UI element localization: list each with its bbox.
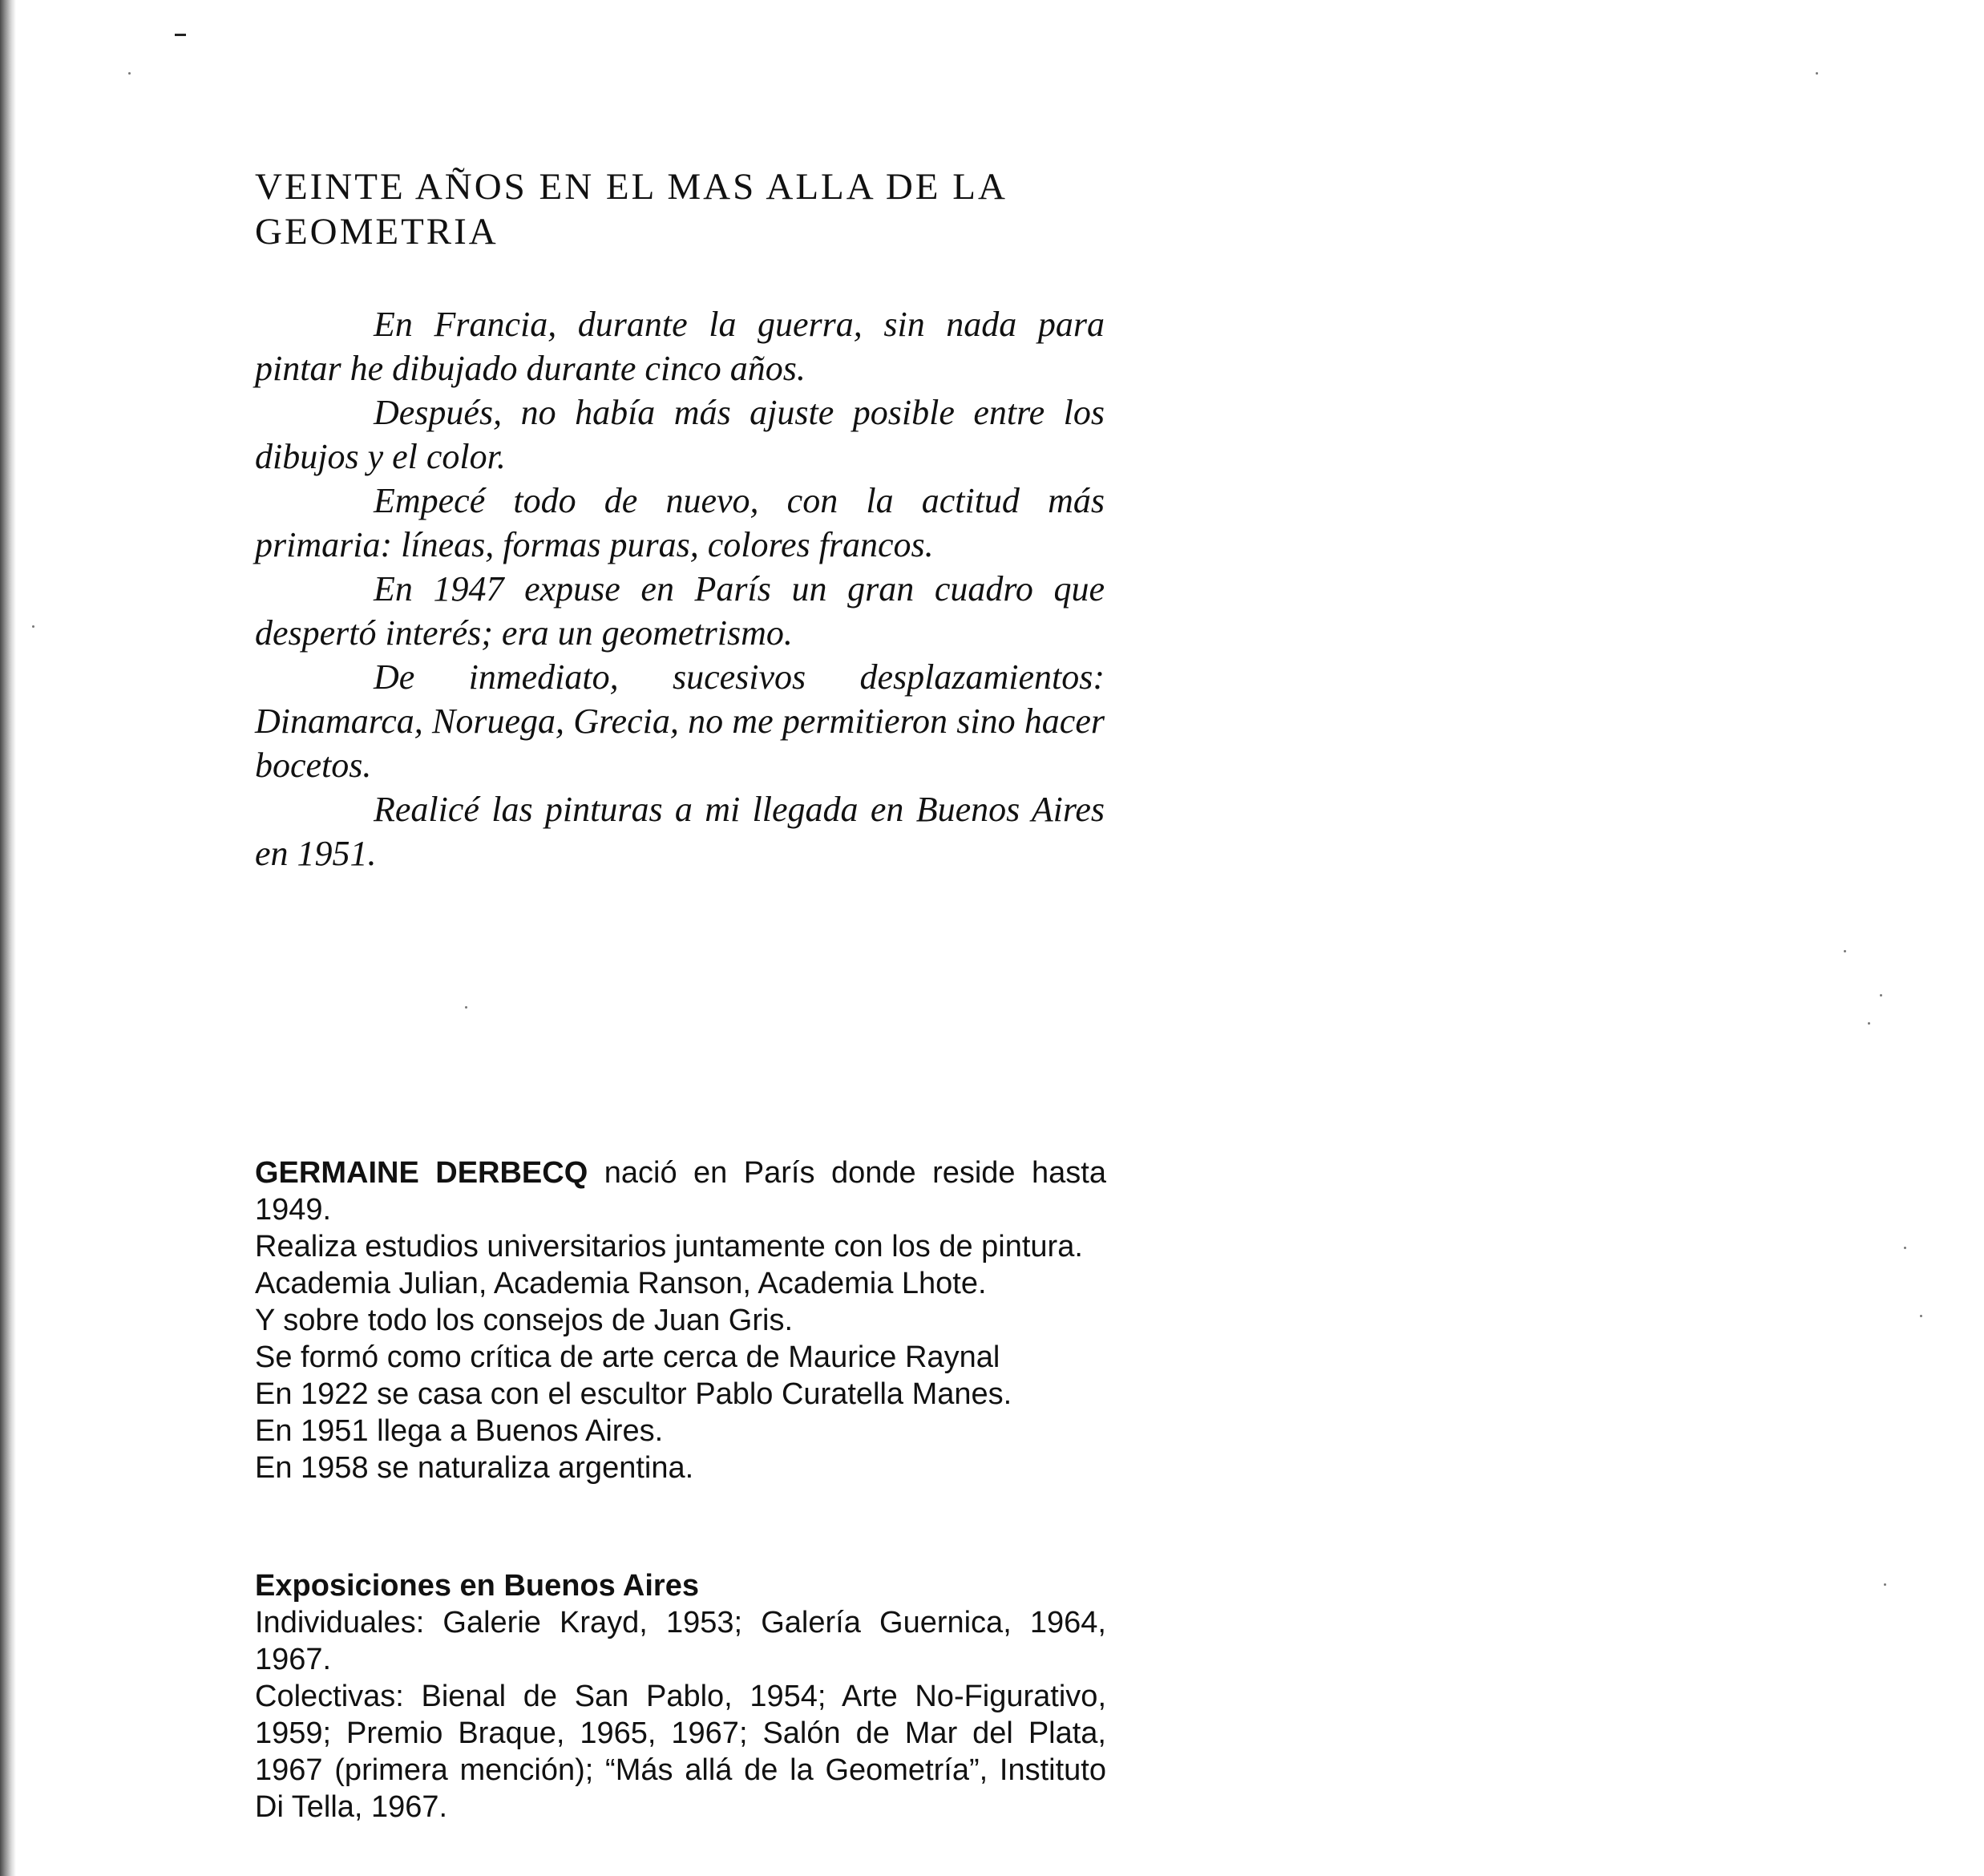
title-line-1: VEINTE AÑOS EN EL MAS ALLA DE LA (255, 166, 1008, 208)
title-line-2: GEOMETRIA (255, 211, 499, 253)
bio-line: En 1951 llega a Buenos Aires. (255, 1414, 664, 1448)
bio-line: En 1922 se casa con el escultor Pablo Curatella Manes. (255, 1377, 1012, 1411)
exhibitions-section (255, 1567, 1106, 1825)
scan-speck (1904, 1247, 1906, 1249)
scan-speck (32, 625, 34, 628)
scan-speck (1880, 994, 1882, 997)
statement-paragraph: Realicé las pinturas a mi llegada en Buenos Aires en 1951. (255, 790, 1105, 873)
bio-line: Y sobre todo los consejos de Juan Gris. (255, 1304, 794, 1337)
bio-line: Realiza estudios universitarios juntamente con los de pintura. (255, 1230, 1083, 1263)
bio-intro-text: nació en París donde reside hasta 1949. (255, 1156, 1106, 1227)
artist-name: GERMAINE DERBECQ (255, 1156, 588, 1190)
collective-exhibitions: Colectivas: Bienal de San Pablo, 1954; Arte No-Figurativo, 1959; Premio Braque, 1965, 1967; Salón de Mar del Plata, 1967 (primera mención); “Más allá de la Geometría”, Instituto Di Tella, 1967. (255, 1680, 1106, 1824)
bio-line: Academia Julian, Academia Ranson, Academia Lhote. (255, 1267, 987, 1300)
scan-speck (1920, 1315, 1922, 1317)
scan-speck (465, 1006, 467, 1009)
individual-exhibitions: Individuales: Galerie Krayd, 1953; Galería Guernica, 1964, 1967. (255, 1606, 1106, 1676)
statement-paragraph: Después, no había más ajuste posible entre los dibujos y el color. (255, 393, 1105, 476)
page-title (255, 164, 1113, 254)
artist-biography (255, 1154, 1106, 1486)
statement-paragraph: Empecé todo de nuevo, con la actitud más primaria: líneas, formas puras, colores francos. (255, 481, 1105, 564)
scan-page-edge (0, 0, 16, 1876)
bio-line: En 1958 se naturaliza argentina. (255, 1451, 694, 1485)
bio-line: Se formó como crítica de arte cerca de Maurice Raynal (255, 1340, 1000, 1374)
scan-mark (175, 34, 186, 36)
statement-paragraph: En 1947 expuse en París un gran cuadro que despertó interés; era un geometrismo. (255, 569, 1105, 653)
artist-statement (255, 302, 1105, 875)
exhibitions-heading: Exposiciones en Buenos Aires (255, 1569, 699, 1603)
scan-speck (1884, 1583, 1886, 1586)
scan-speck (1816, 72, 1818, 75)
statement-paragraph: En Francia, durante la guerra, sin nada para pintar he dibujado durante cinco años. (255, 305, 1105, 388)
scan-speck (128, 72, 131, 75)
statement-paragraph: De inmediato, sucesivos desplazamientos: Dinamarca, Noruega, Grecia, no me permitieron sino hacer bocetos. (255, 657, 1105, 785)
bio-intro (255, 1154, 1106, 1228)
scan-speck (1844, 950, 1846, 952)
scan-speck (1868, 1022, 1870, 1025)
